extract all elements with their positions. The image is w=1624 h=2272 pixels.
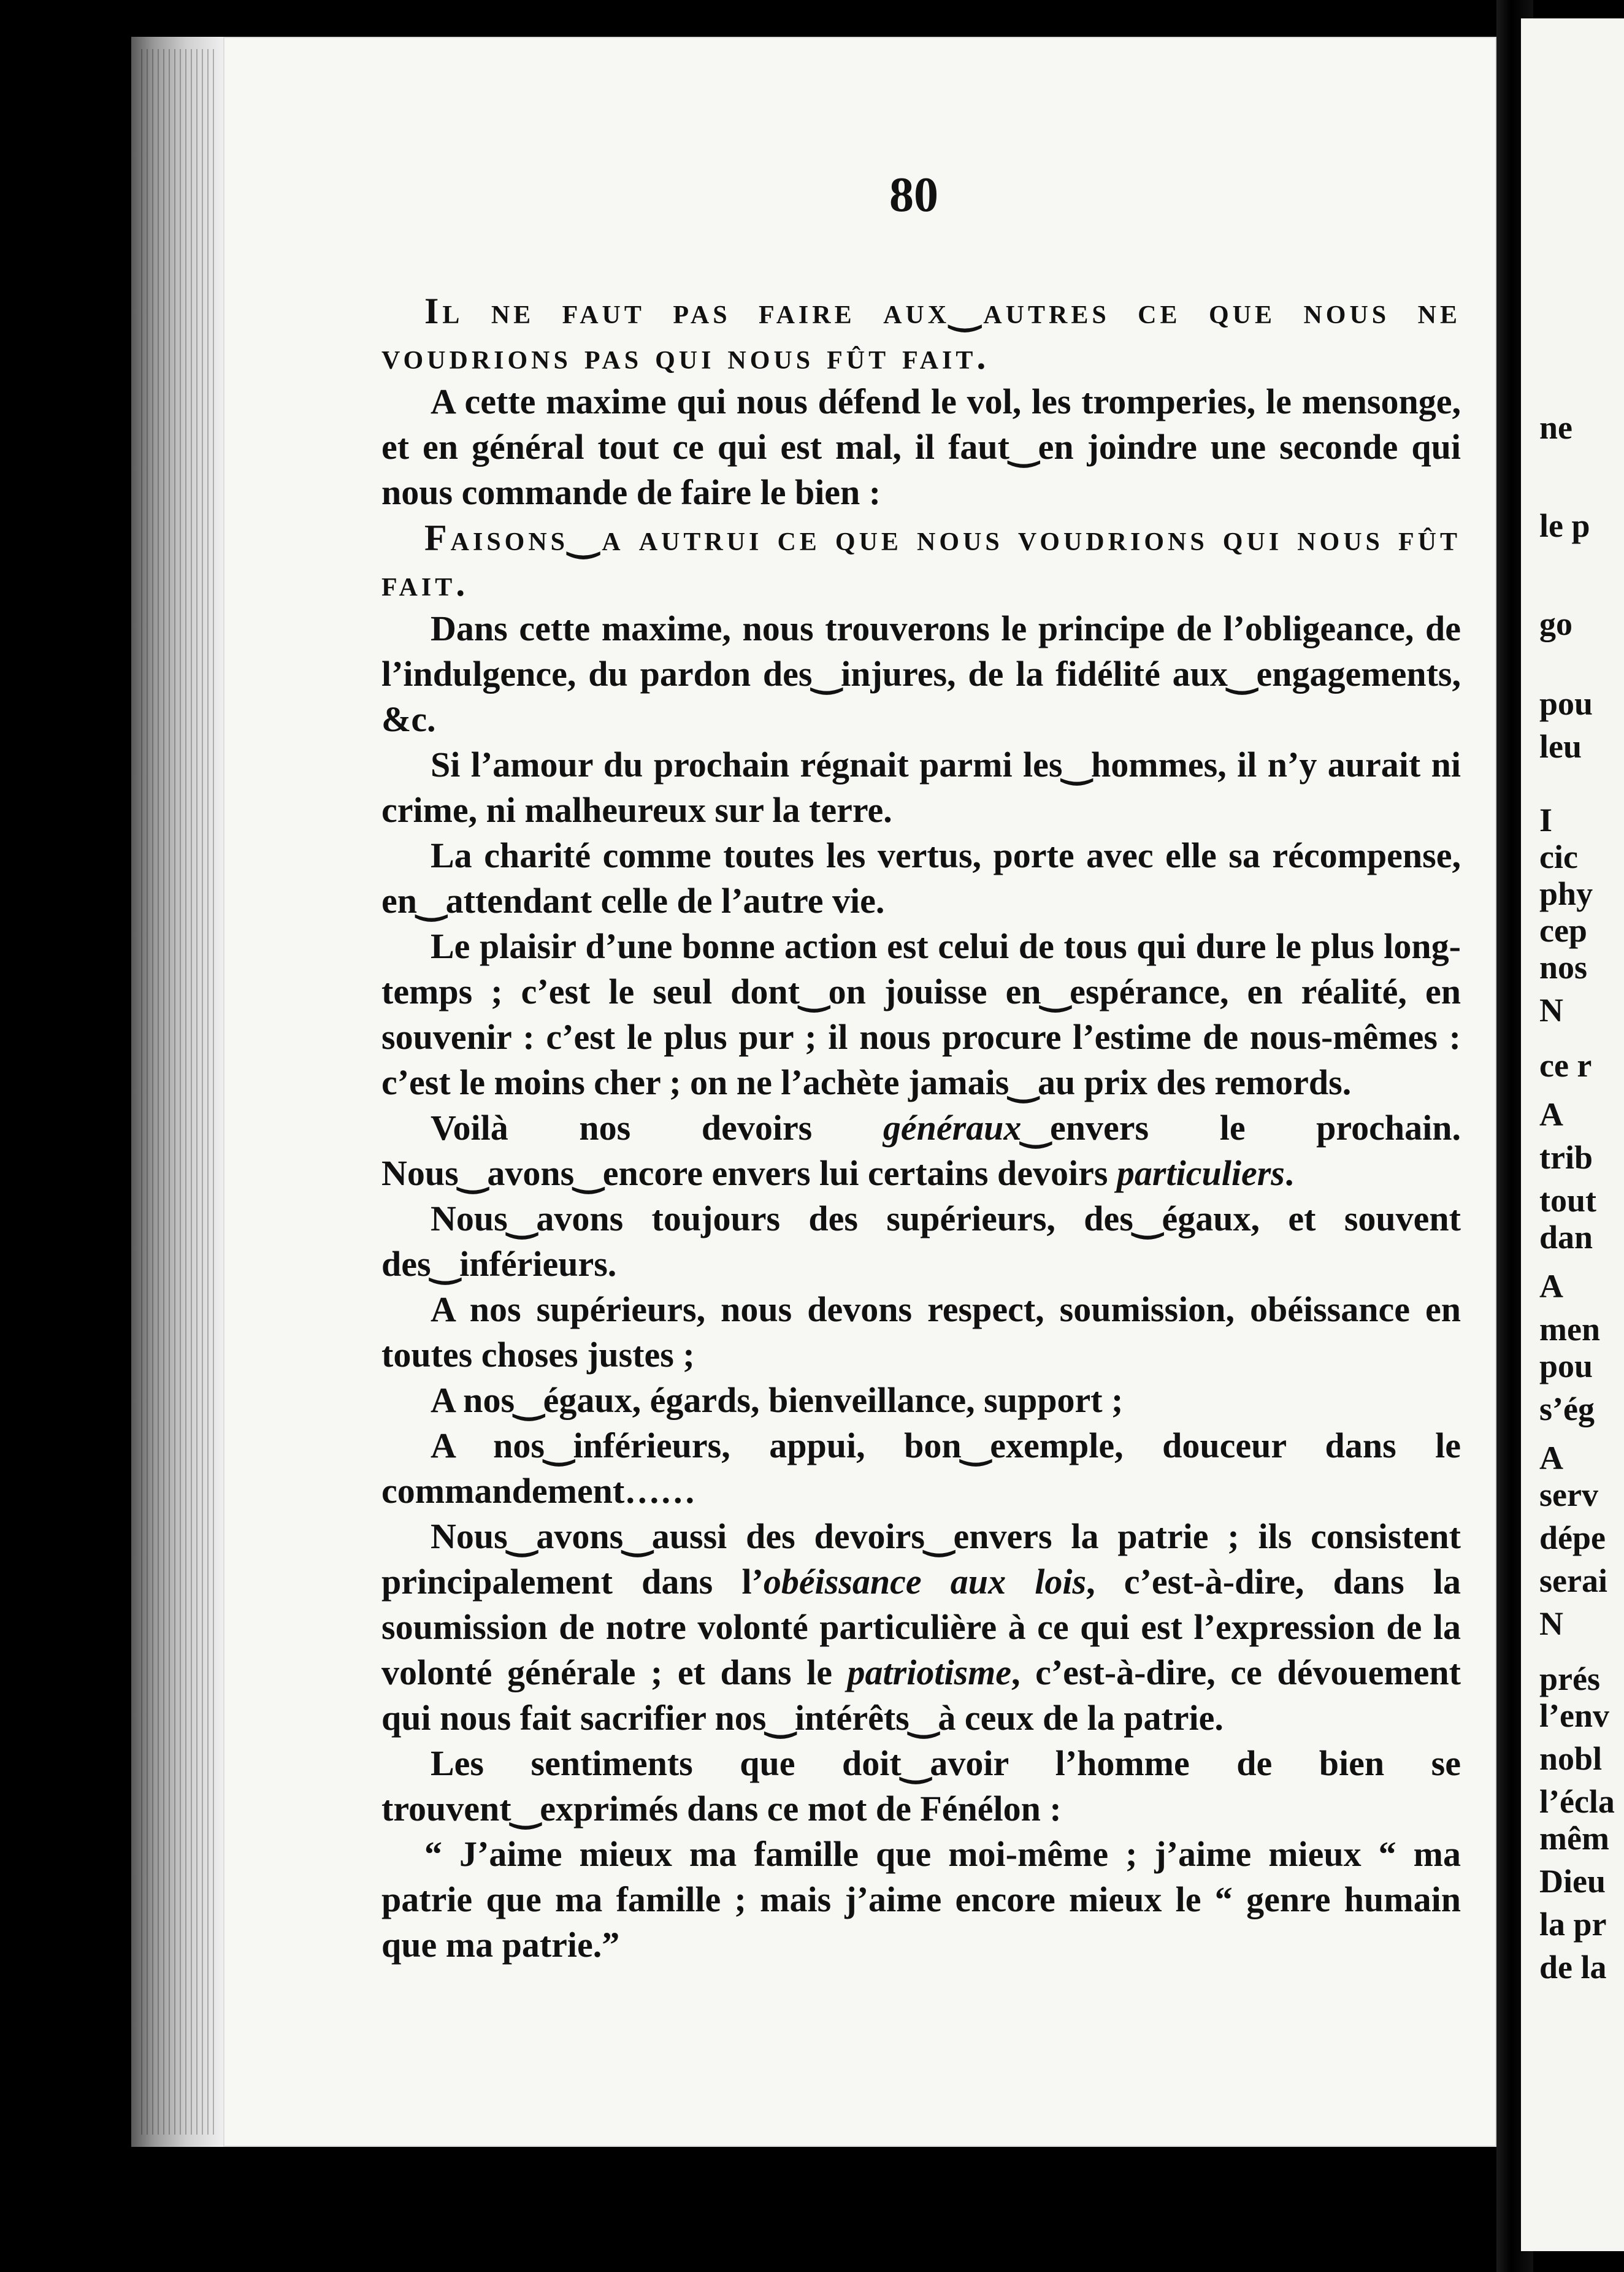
right-page-fragment: de la [1539, 1949, 1607, 1986]
italic-term: patriotisme [847, 1652, 1012, 1692]
right-page-fragment: men [1539, 1311, 1600, 1348]
right-page-fragment: phy [1539, 875, 1593, 912]
right-page-fragment: A [1539, 1268, 1563, 1305]
page-edge-lines [141, 49, 215, 2135]
right-page-fragment: ne [1539, 409, 1572, 446]
text-run: , c’est-à-dire, ce dévouement qui nous fait sacrifier nos‿intérêts‿à ceux de la patrie. [381, 1652, 1461, 1738]
right-page-fragment: cep [1539, 912, 1587, 949]
text-run: Voilà nos devoirs [431, 1108, 883, 1148]
fenelon-quote: “ J’aime mieux ma famille que moi-même ; j’aime mieux “ ma patrie que ma famille ; mais j’aime encore mieux le “ genre humain que ma patrie.” [381, 1834, 1461, 1965]
right-page-fragment: A [1539, 1440, 1563, 1476]
right-page-fragment: dépe [1539, 1519, 1606, 1556]
body-paragraph: A cette maxime qui nous défend le vol, les tromperies, le mensonge, et en général tout ce qui est mal, il faut‿en joindre une seconde qui nous commande de faire le bien : [381, 382, 1461, 512]
right-page-fragment: cic [1539, 839, 1578, 875]
body-paragraph: Dans cette maxime, nous trouverons le principe de l’obligeance, de l’indulgence, du pardon des‿injures, de la fidélité aux‿engagements, &c. [381, 608, 1461, 739]
body-paragraph: Nous‿avons toujours des supérieurs, des‿égaux, et souvent des‿inférieurs. [381, 1199, 1461, 1284]
right-page-fragment: la pr [1539, 1906, 1607, 1943]
page-body-text [381, 288, 1461, 1968]
right-page-fragment: nos [1539, 949, 1588, 986]
right-page-fragment: pou [1539, 685, 1593, 722]
right-page-fragment: dan [1539, 1219, 1593, 1256]
body-paragraph: Les sentiments que doit‿avoir l’homme de bien se trouvent‿exprimés dans ce mot de Fénélon : [381, 1743, 1461, 1829]
right-page-fragment: go [1539, 605, 1572, 642]
body-paragraph: La charité comme toutes les vertus, porte avec elle sa récompense, en‿attendant celle de l’autre vie. [381, 835, 1461, 921]
right-page-fragment: trib [1539, 1139, 1593, 1176]
duties-paragraph [381, 1105, 1461, 1196]
right-page-fragment: prés [1539, 1660, 1600, 1697]
right-page-fragment: I [1539, 802, 1553, 839]
right-page-fragment: l’env [1539, 1697, 1609, 1734]
right-page-fragment: A [1539, 1096, 1563, 1133]
body-paragraph: A nos‿inférieurs, appui, bon‿exemple, douceur dans le commandement…… [381, 1426, 1461, 1511]
right-page-fragment: s’ég [1539, 1391, 1595, 1427]
right-page-fragment: nobl [1539, 1740, 1603, 1777]
text-run: , c’est-à-dire, dans la soumission de notre volonté particulière à ce qui est l’expression de la volonté générale ; et dans le [381, 1562, 1461, 1692]
italic-term: particuliers [1116, 1153, 1285, 1193]
right-page [1521, 18, 1624, 2251]
text-run: ‿envers le prochain. Nous‿avons‿encore envers lui certains devoirs [381, 1108, 1461, 1193]
right-page-fragment: pou [1539, 1348, 1593, 1384]
patrie-paragraph [381, 1514, 1461, 1741]
maxim-paragraph: Il ne faut pas faire aux‿autres ce que nous ne voudrions pas qui nous fût fait. [381, 291, 1461, 377]
right-page-fragment: Dieu [1539, 1863, 1606, 1900]
maxim-paragraph: Faisons‿a autrui ce que nous voudrions qui nous fût fait. [381, 518, 1461, 604]
right-page-fragment: leu [1539, 728, 1582, 765]
body-paragraph: Si l’amour du prochain régnait parmi les‿hommes, il n’y aurait ni crime, ni malheureux sur la terre. [381, 745, 1461, 830]
right-page-fragment: le p [1539, 507, 1590, 544]
right-page-fragment: N [1539, 992, 1563, 1029]
right-page-fragment: ce r [1539, 1047, 1592, 1084]
right-page-fragment: l’écla [1539, 1783, 1615, 1820]
body-paragraph: A nos supérieurs, nous devons respect, soumission, obéissance en toutes choses justes ; [381, 1289, 1461, 1375]
right-page-fragment: N [1539, 1605, 1563, 1642]
right-page-fragment: mêm [1539, 1820, 1609, 1857]
text-run: . [1284, 1153, 1294, 1193]
right-page-fragment: tout [1539, 1182, 1596, 1219]
body-paragraph: Le plaisir d’une bonne action est celui de tous qui dure le plus long-temps ; c’est le seul dont‿on jouisse en‿espérance, en réalité, en souvenir : c’est le plus pur ; il nous procure l’estime de nous-mêmes : c’est le moins cher ; on ne l’achète jamais‿au prix des remords. [381, 926, 1461, 1102]
right-page-fragment: serv [1539, 1476, 1598, 1513]
italic-term: obéissance aux lois [763, 1562, 1087, 1602]
text-run: Nous‿avons‿aussi des devoirs‿envers la patrie ; ils consistent principalement dans l’ [381, 1516, 1461, 1602]
body-paragraph: A nos‿égaux, égards, bienveillance, support ; [431, 1380, 1124, 1420]
right-page-fragment: serai [1539, 1562, 1607, 1599]
italic-term: généraux [883, 1108, 1022, 1148]
page-number: 80 [889, 168, 938, 222]
